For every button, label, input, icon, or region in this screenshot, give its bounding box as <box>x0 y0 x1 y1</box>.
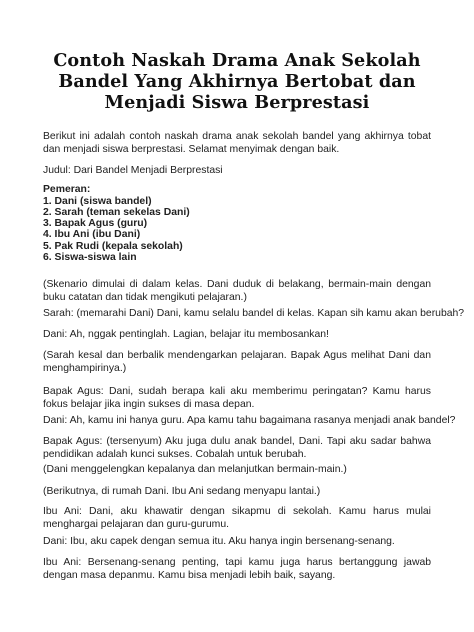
cast-item: 6. Siswa-siswa lain <box>43 251 137 263</box>
intro-paragraph: Berikut ini adalah contoh naskah drama anak sekolah bandel yang akhirnya tobat dan menjadi siswa berprestasi. Selamat menyimak dengan baik. <box>43 131 431 155</box>
script-paragraph: (Berikutnya, di rumah Dani. Ibu Ani sedang menyapu lantai.) <box>43 486 321 497</box>
cast-item: 5. Pak Rudi (kepala sekolah) <box>43 240 183 252</box>
cast-item: 2. Sarah (teman sekelas Dani) <box>43 206 190 218</box>
script-paragraph: Dani: Ah, nggak pentinglah. Lagian, belajar itu membosankan! <box>43 329 329 340</box>
script-paragraph: Dani: Ah, kamu ini hanya guru. Apa kamu tahu bagaimana rasanya menjadi anak bandel? <box>43 415 456 426</box>
script-paragraph: Bapak Agus: (tersenyum) Aku juga dulu anak bandel, Dani. Tapi aku sadar bahwa pendidikan adalah kunci sukses. Cobalah untuk berubah. <box>43 436 431 460</box>
script-paragraph: Bapak Agus: Dani, sudah berapa kali aku memberimu peringatan? Kamu harus fokus belajar jika ingin sukses di masa depan. <box>43 386 431 410</box>
cast-list <box>43 196 431 264</box>
script-paragraph: Sarah: (memarahi Dani) Dani, kamu selalu bandel di kelas. Kapan sih kamu akan berubah? <box>43 308 465 319</box>
script-paragraph: Ibu Ani: Dani, aku khawatir dengan sikapmu di sekolah. Kamu harus mulai menghargai pelajaran dan guru-gurumu. <box>43 506 431 530</box>
script-paragraph: (Skenario dimulai di dalam kelas. Dani duduk di belakang, bermain-main dengan buku catatan dan tidak mengikuti pelajaran.) <box>43 279 431 303</box>
document-title: Contoh Naskah Drama Anak Sekolah Bandel Yang Akhirnya Bertobat dan Menjadi Siswa Berprestasi <box>53 50 421 113</box>
cast-item: 3. Bapak Agus (guru) <box>43 218 148 230</box>
script-paragraph: Dani: Ibu, aku capek dengan semua itu. Aku hanya ingin bersenang-senang. <box>43 536 395 547</box>
cast-heading: Pemeran: <box>43 184 91 195</box>
script-paragraph: (Dani menggelengkan kepalanya dan melanjutkan bermain-main.) <box>43 464 347 475</box>
play-title-line: Judul: Dari Bandel Menjadi Berprestasi <box>43 165 223 176</box>
script-paragraph: (Sarah kesal dan berbalik mendengarkan pelajaran. Bapak Agus melihat Dani dan menghampirinya.) <box>43 350 431 374</box>
cast-item: 4. Ibu Ani (ibu Dani) <box>43 229 141 241</box>
cast-item: 1. Dani (siswa bandel) <box>43 195 152 207</box>
script-paragraph: Ibu Ani: Bersenang-senang penting, tapi kamu juga harus bertanggung jawab dengan masa depanmu. Kamu bisa menjadi lebih baik, sayang. <box>43 557 431 581</box>
